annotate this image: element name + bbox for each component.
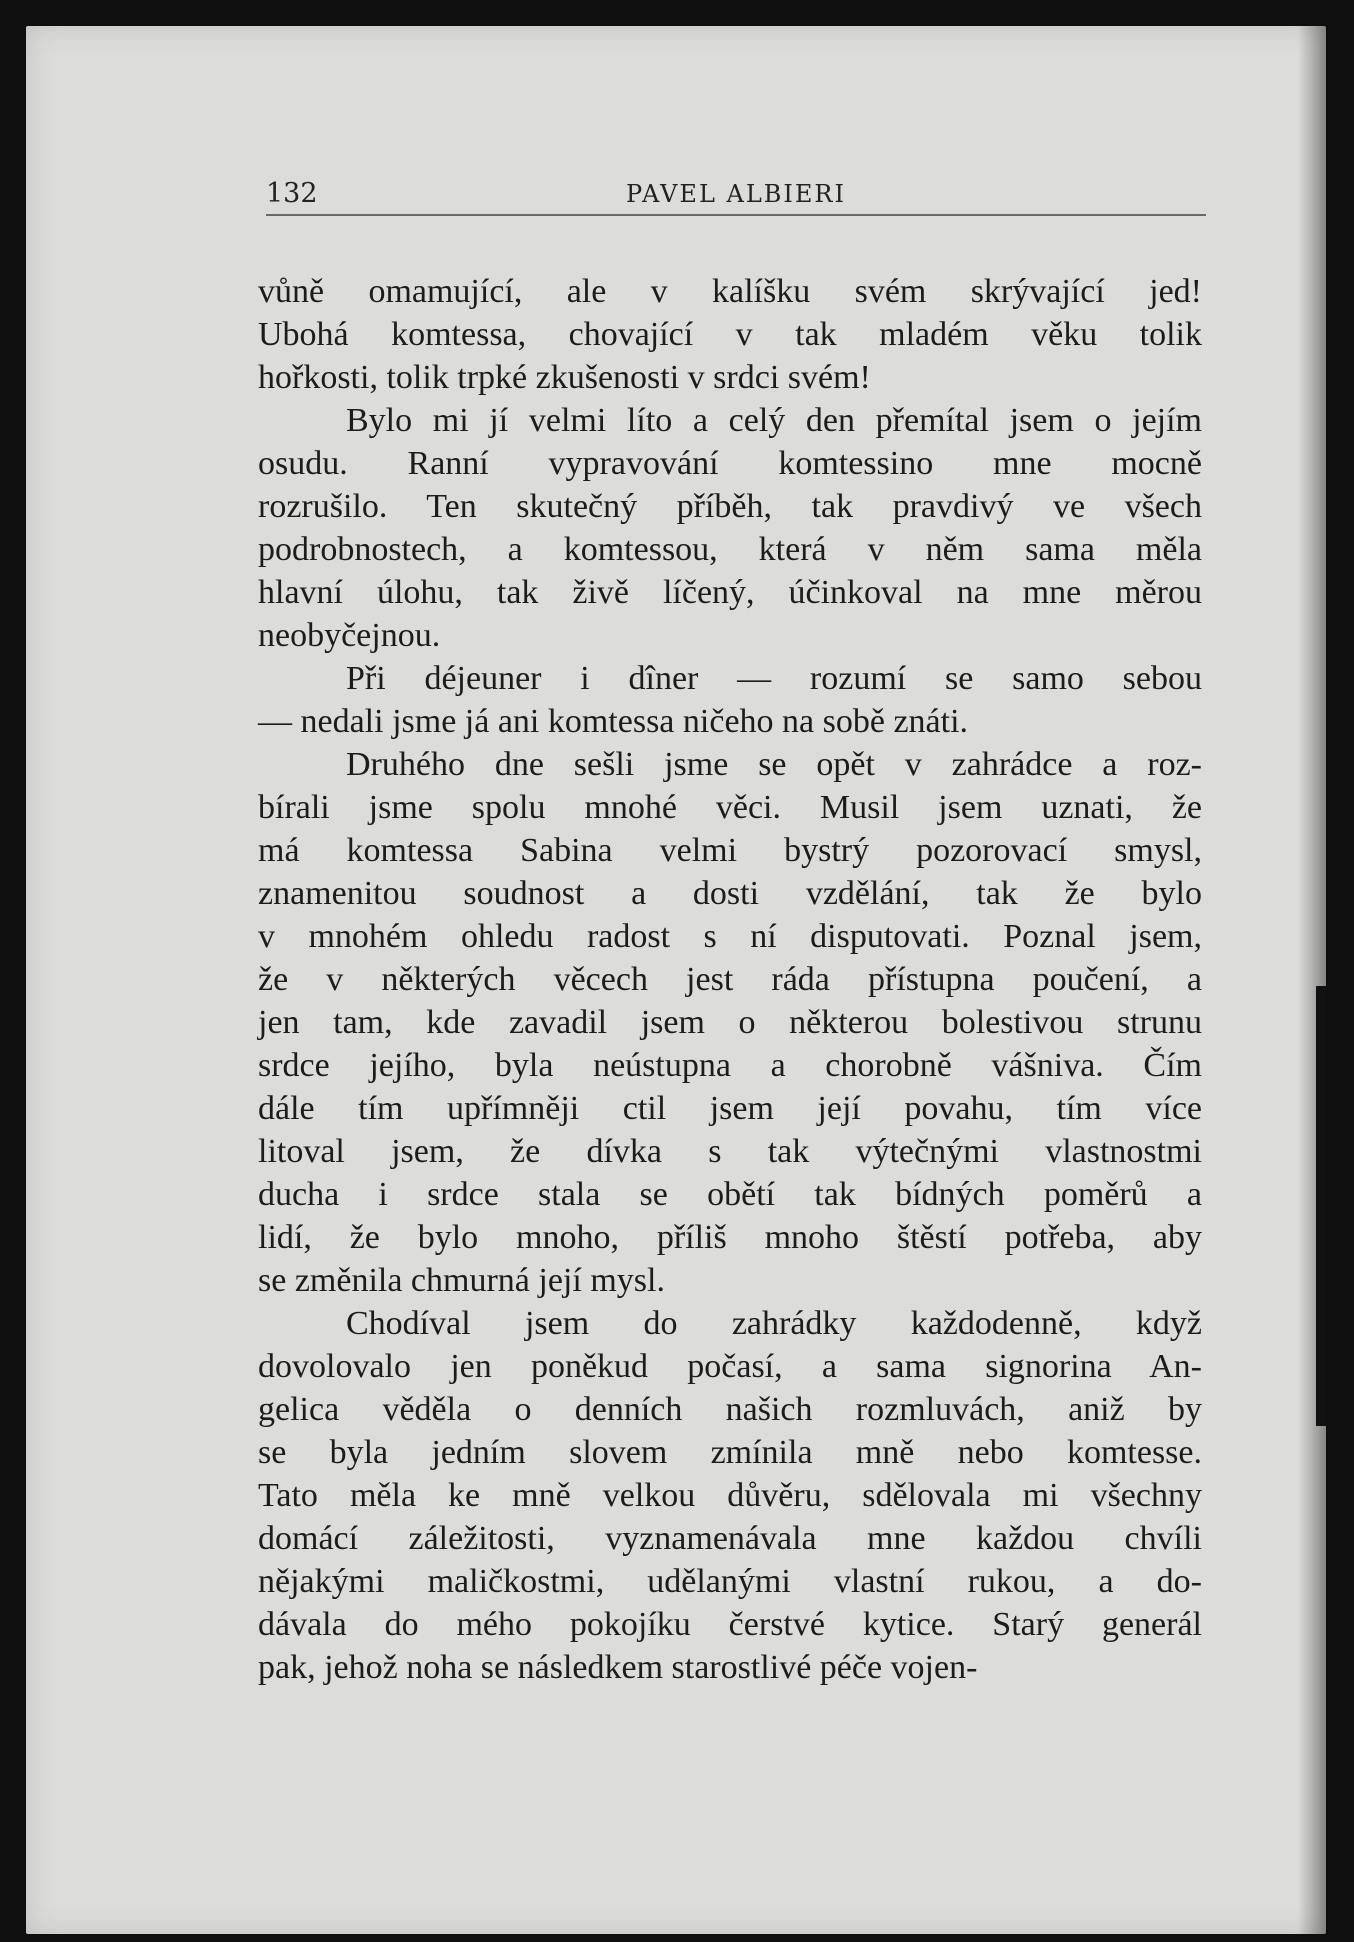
text-line: rozrušilo. Ten skutečný příběh, tak pravdivý ve všech [258, 488, 1202, 525]
text-line: nějakými maličkostmi, udělanými vlastní rukou, a do- [258, 1563, 1202, 1600]
text-line: má komtessa Sabina velmi bystrý pozorovací smysl, [258, 832, 1202, 869]
paragraph [258, 657, 1202, 743]
text-line: dávala do mého pokojíku čerstvé kytice. Starý generál [258, 1606, 1202, 1643]
text-line: litoval jsem, že dívka s tak výtečnými vlastnostmi [258, 1133, 1202, 1170]
text-line: neobyčejnou. [258, 617, 441, 654]
text-line: dovolovalo jen poněkud počasí, a sama signorina An- [258, 1348, 1202, 1385]
text-line: hlavní úlohu, tak živě líčený, účinkoval na mne měrou [258, 574, 1202, 611]
text-line: gelica věděla o denních našich rozmluvách, aniž by [258, 1391, 1202, 1428]
page-number: 132 [266, 178, 318, 209]
text-line: Bylo mi jí velmi líto a celý den přemítal jsem o jejím [346, 402, 1202, 439]
text-line: domácí záležitosti, vyznamenávala mne každou chvíli [258, 1520, 1202, 1557]
text-line: se byla jedním slovem zmínila mně nebo komtesse. [258, 1434, 1202, 1471]
text-line: v mnohém ohledu radost s ní disputovati. Poznal jsem, [258, 918, 1202, 955]
text-line: Druhého dne sešli jsme se opět v zahrádce a roz- [346, 746, 1202, 783]
book-page [26, 26, 1326, 1934]
text-line: osudu. Ranní vypravování komtessino mne mocně [258, 445, 1202, 482]
paragraph [258, 399, 1202, 657]
text-line: srdce jejího, byla neústupna a chorobně vášniva. Čím [258, 1047, 1202, 1084]
text-line: dále tím upřímněji ctil jsem její povahu, tím více [258, 1090, 1202, 1127]
text-line: podrobnostech, a komtessou, která v něm sama měla [258, 531, 1202, 568]
text-line: vůně omamující, ale v kalíšku svém skrývající jed! [258, 273, 1202, 310]
text-line: pak, jehož noha se následkem starostlivé péče vojen- [258, 1649, 978, 1686]
text-line: Chodíval jsem do zahrádky každodenně, když [346, 1305, 1202, 1342]
text-line: ducha i srdce stala se obětí tak bídných poměrů a [258, 1176, 1202, 1213]
text-line: lidí, že bylo mnoho, příliš mnoho štěstí potřeba, aby [258, 1219, 1202, 1256]
paragraph [258, 1302, 1202, 1689]
text-line: hořkosti, tolik trpké zkušenosti v srdci svém! [258, 359, 871, 396]
text-line: jen tam, kde zavadil jsem o některou bolestivou strunu [258, 1004, 1202, 1041]
running-header [266, 174, 1206, 216]
text-line: Při déjeuner i dîner — rozumí se samo sebou [346, 660, 1202, 697]
text-line: bírali jsme spolu mnohé věci. Musil jsem uznati, že [258, 789, 1202, 826]
body-text [258, 270, 1202, 1689]
text-line: — nedali jsme já ani komtessa ničeho na sobě znáti. [258, 703, 969, 740]
page-edge [1316, 986, 1326, 1426]
running-title: PAVEL ALBIERI [626, 180, 846, 208]
text-line: Tato měla ke mně velkou důvěru, sdělovala mi všechny [258, 1477, 1202, 1514]
paragraph [258, 270, 1202, 399]
text-line: Ubohá komtessa, chovající v tak mladém věku tolik [258, 316, 1202, 353]
paragraph [258, 743, 1202, 1302]
text-line: že v některých věcech jest ráda přístupna poučení, a [258, 961, 1202, 998]
text-line: znamenitou soudnost a dosti vzdělání, tak že bylo [258, 875, 1202, 912]
text-line: se změnila chmurná její mysl. [258, 1262, 665, 1299]
binding-shadow [1298, 26, 1326, 1934]
